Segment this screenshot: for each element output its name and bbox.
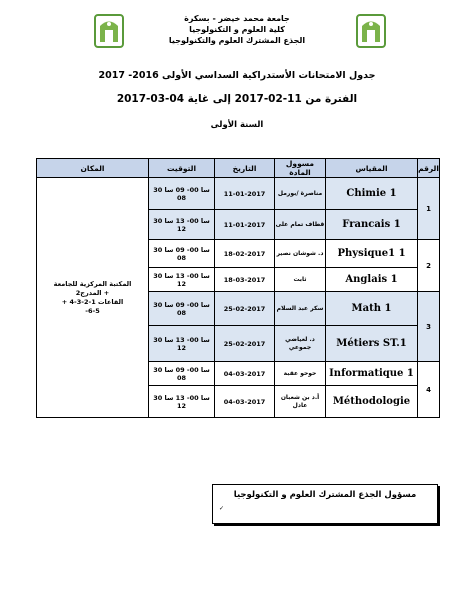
- schedule-title: جدول الامتحانات الأستدراكية السداسي الأولى 2016- 2017: [98, 70, 376, 81]
- header-responsible: مسوول المادة: [275, 159, 326, 178]
- schedule-year: السنة الأولى: [210, 120, 264, 130]
- date-cell: 18-02-2017: [215, 240, 275, 268]
- time-cell: سا 00- 13 سا 30 12: [149, 268, 215, 292]
- exam-schedule-table: [36, 158, 440, 418]
- group-number: 1: [418, 178, 440, 240]
- responsible-cell: سكر عبد السلام: [275, 292, 326, 326]
- university-name: جامعة محمد خيضر - بسكرة: [184, 14, 290, 23]
- header-time: التوقيت: [149, 159, 215, 178]
- time-cell: سا 00- 09 سا 30 08: [149, 178, 215, 210]
- time-cell: سا 00- 13 سا 30 12: [149, 386, 215, 418]
- table-row: [37, 178, 440, 210]
- faculty-name: كلية العلوم و التكنولوجيا: [189, 25, 285, 34]
- group-number: 3: [418, 292, 440, 362]
- module-cell: Physique1 1: [326, 240, 418, 268]
- date-cell: 04-03-2017: [215, 362, 275, 386]
- responsible-cell: مناصرة /بورمل: [275, 178, 326, 210]
- date-cell: 11-01-2017: [215, 178, 275, 210]
- place-text: المكتبة المركزية للجامعة + المدرج2 القاعات 1-2-3-4 + 6-5-: [53, 279, 132, 315]
- signature-box: [212, 484, 438, 524]
- time-cell: سا 00- 13 سا 30 12: [149, 210, 215, 240]
- module-cell: Chimie 1: [326, 178, 418, 210]
- date-cell: 11-01-2017: [215, 210, 275, 240]
- responsible-cell: أ.د بن شعبان عادل: [275, 386, 326, 418]
- responsible-cell: ثابت: [275, 268, 326, 292]
- schedule-period: الفترة من 11-02-2017 إلى غاية 04-03-2017: [116, 93, 358, 105]
- module-cell: Math 1: [326, 292, 418, 326]
- table-header-row: [37, 159, 440, 178]
- module-cell: Francais 1: [326, 210, 418, 240]
- group-number: 4: [418, 362, 440, 418]
- responsible-cell: د. لعياضي جموعي: [275, 326, 326, 362]
- department-name: الجذع المشترك العلوم والتكنولوجيا: [168, 36, 306, 45]
- responsible-cell: حوحو عقبة: [275, 362, 326, 386]
- date-cell: 04-03-2017: [215, 386, 275, 418]
- date-cell: 25-02-2017: [215, 292, 275, 326]
- place-cell: [37, 178, 149, 418]
- header-num: الرقم: [418, 159, 440, 178]
- responsible-cell: قطاف تمام على: [275, 210, 326, 240]
- group-number: 2: [418, 240, 440, 292]
- time-cell: سا 00- 09 سا 30 08: [149, 292, 215, 326]
- time-cell: سا 00- 09 سا 30 08: [149, 240, 215, 268]
- header-place: المكان: [37, 159, 149, 178]
- date-cell: 25-02-2017: [215, 326, 275, 362]
- responsible-cell: د. شوشان نصير: [275, 240, 326, 268]
- header-date: التاريخ: [215, 159, 275, 178]
- module-cell: Méthodologie: [326, 386, 418, 418]
- header-module: المقياس: [326, 159, 418, 178]
- time-cell: سا 00- 09 سا 30 08: [149, 362, 215, 386]
- signature-text: مسؤول الجذع المشترك العلوم و التكنولوجيا: [233, 490, 417, 500]
- module-cell: Métiers ST.1: [326, 326, 418, 362]
- time-cell: سا 00- 13 سا 30 12: [149, 326, 215, 362]
- stamp-mark-icon: ✓: [219, 505, 225, 512]
- module-cell: Informatique 1: [326, 362, 418, 386]
- module-cell: Anglais 1: [326, 268, 418, 292]
- date-cell: 18-03-2017: [215, 268, 275, 292]
